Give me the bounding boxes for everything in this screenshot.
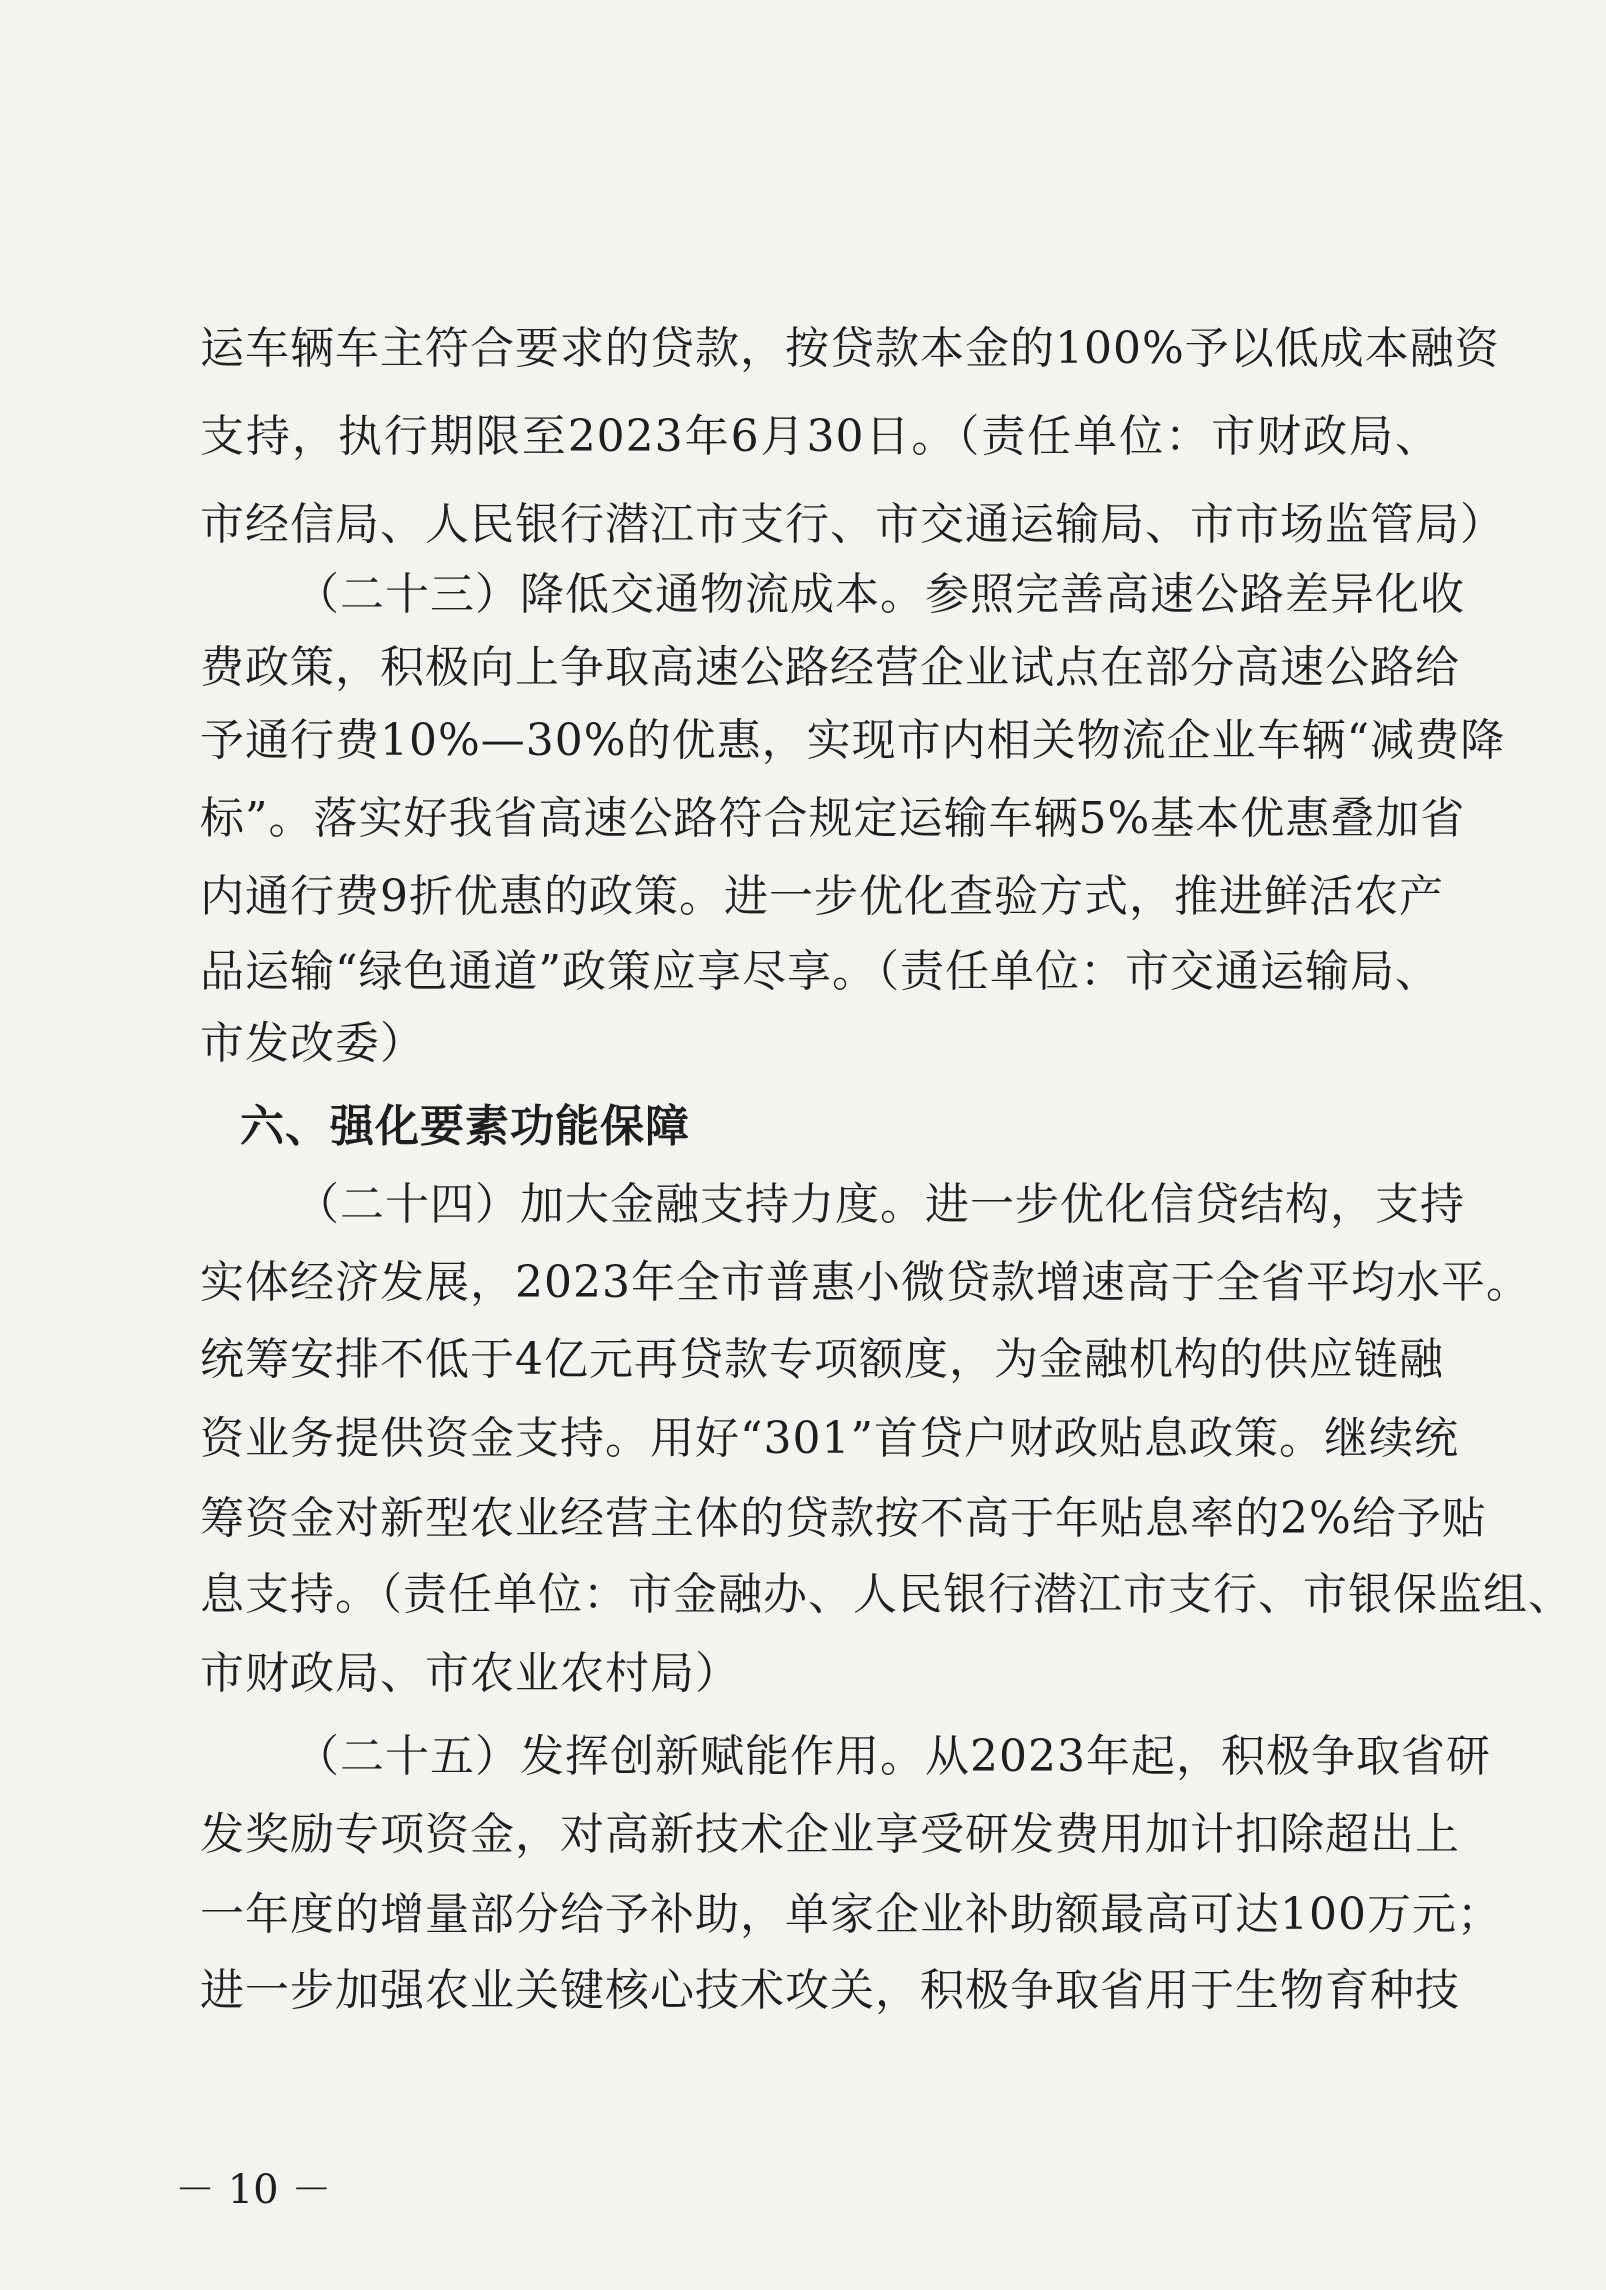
text-line: 费政策，积极向上争取高速公路经营企业试点在部分高速公路给 <box>200 642 1460 693</box>
text-line: 支持，执行期限至2023年6月30日。（责任单位：市财政局、 <box>200 411 1440 462</box>
text-line: （二十五）发挥创新赋能作用。从2023年起，积极争取省研 <box>295 1731 1491 1782</box>
text-line: 予通行费10%—30%的优惠，实现市内相关物流企业车辆“减费降 <box>200 715 1506 766</box>
text-line: 标”。落实好我省高速公路符合规定运输车辆5%基本优惠叠加省 <box>200 793 1466 844</box>
text-line: （二十三）降低交通物流成本。参照完善高速公路差异化收 <box>295 569 1465 620</box>
text-line: 发奖励专项资金，对高新技术企业享受研发费用加计扣除超出上 <box>200 1809 1460 1860</box>
text-line: 一年度的增量部分给予补助，单家企业补助额最高可达100万元； <box>200 1889 1502 1940</box>
text-line: 市发改委） <box>200 1018 425 1069</box>
text-line: 市经信局、人民银行潜江市支行、市交通运输局、市市场监管局） <box>200 499 1505 550</box>
text-line: 息支持。（责任单位：市金融办、人民银行潜江市支行、市银保监组、 <box>200 1569 1573 1620</box>
text-line: 进一步加强农业关键核心技术攻关，积极争取省用于生物育种技 <box>200 1965 1460 2016</box>
text-line: 筹资金对新型农业经营主体的贷款按不高于年贴息率的2%给予贴 <box>200 1493 1487 1544</box>
section-heading: 六、强化要素功能保障 <box>240 1101 690 1152</box>
text-line: 资业务提供资金支持。用好“301”首贷户财政贴息政策。继续统 <box>200 1413 1459 1464</box>
text-line: 内通行费9折优惠的政策。进一步优化查验方式，推进鲜活农产 <box>200 871 1444 922</box>
text-line: 市财政局、市农业农村局） <box>200 1648 740 1699</box>
text-line: 实体经济发展，2023年全市普惠小微贷款增速高于全省平均水平。 <box>200 1257 1531 1308</box>
text-line: 统筹安排不低于4亿元再贷款专项额度，为金融机构的供应链融 <box>200 1334 1444 1385</box>
text-line: 运车辆车主符合要求的贷款，按贷款本金的100%予以低成本融资 <box>200 323 1500 374</box>
text-line: （二十四）加大金融支持力度。进一步优化信贷结构，支持 <box>295 1179 1465 1230</box>
page-number: － 10 － <box>175 2167 332 2213</box>
text-line: 品运输“绿色通道”政策应享尽享。（责任单位：市交通运输局、 <box>200 946 1440 997</box>
